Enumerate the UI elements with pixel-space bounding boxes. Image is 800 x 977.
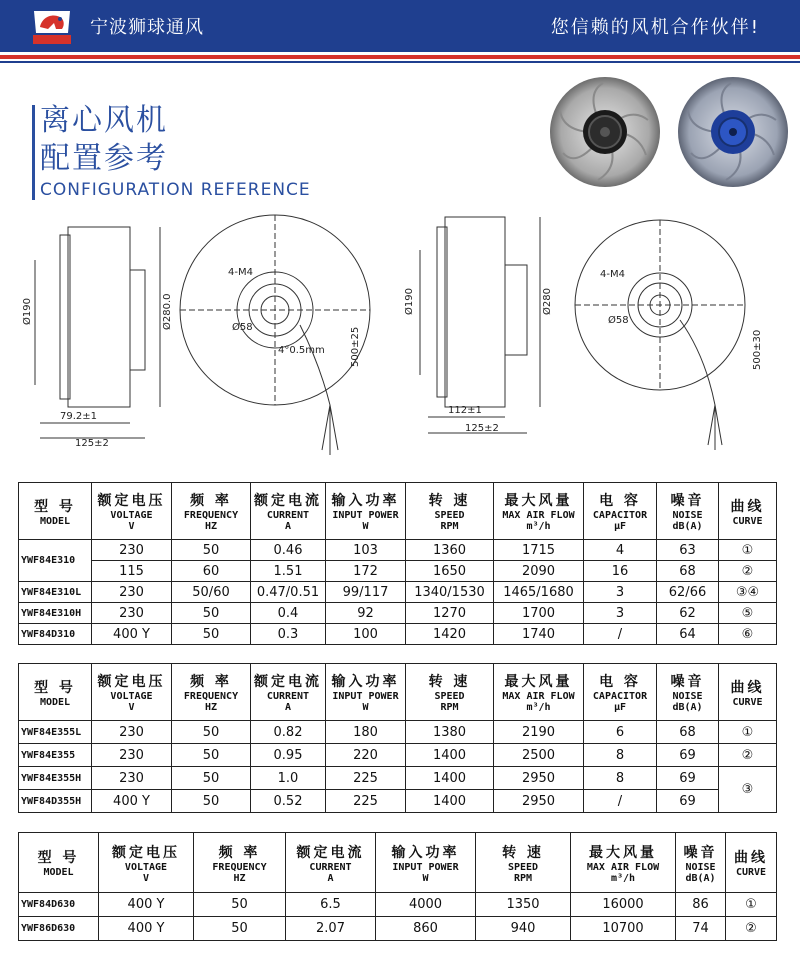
table-row: YWF84D355H 400 Y 50 0.52 225 1400 2950 / 69 (19, 790, 777, 813)
spec-table-310 (18, 482, 777, 645)
title-accent-bar (32, 105, 35, 200)
svg-text:79.2±1: 79.2±1 (60, 411, 98, 422)
table-row: YWF86D630 400 Y 50 2.07 860 940 10700 74 ② (19, 917, 777, 941)
svg-text:Ø190: Ø190 (22, 298, 33, 325)
table-header-row: 型 号 MODEL 额定电压 VOLTAGE V 频 率 FREQUENCY HZ 额定电流 CURRENT A 输入功率 INPUT POWER W 转 速 SPEED RPM 最大风量 MAX AIR FLOW m³/h 电 容 CAPACITOR μF 噪音 NOISE dB(A) 曲线 CURVE (19, 664, 777, 721)
svg-text:Ø58: Ø58 (232, 322, 253, 333)
red-stripe (0, 55, 800, 59)
col-model: 型 号 MODEL (19, 483, 92, 540)
col-curve: 曲线 CURVE (719, 483, 777, 540)
spec-table-630 (18, 832, 777, 941)
drawing-right-front (575, 220, 745, 450)
svg-text:125±2: 125±2 (465, 423, 499, 434)
table-header-row (19, 483, 777, 540)
header-banner (0, 0, 800, 52)
svg-text:500±25: 500±25 (350, 326, 361, 367)
technical-drawings (0, 205, 800, 475)
svg-text:112±1: 112±1 (448, 405, 482, 416)
svg-text:Ø58: Ø58 (608, 315, 629, 326)
fan-photo-blue (676, 75, 791, 190)
brand-name: 宁波狮球通风 (90, 17, 204, 38)
svg-text:4°0.5mm: 4°0.5mm (278, 345, 325, 356)
spec-table-355 (18, 663, 777, 813)
drawing-left-front (180, 215, 370, 455)
drawing-left-side (35, 227, 160, 438)
svg-text:500±30: 500±30 (752, 329, 763, 370)
col-power: 输入功率 INPUT POWER W (326, 483, 406, 540)
fan-photo-gray (548, 75, 663, 190)
svg-text:4-M4: 4-M4 (228, 267, 253, 278)
page-title: 离心风机 配置参考 (40, 103, 168, 176)
slogan: 您信赖的风机合作伙伴! (550, 17, 760, 38)
col-frequency: 频 率 FREQUENCY HZ (172, 483, 251, 540)
svg-text:Ø280.0: Ø280.0 (162, 293, 173, 330)
table-row: YWF84E355 230 50 0.95 220 1400 2500 8 69 ② (19, 744, 777, 767)
svg-text:125±2: 125±2 (75, 438, 109, 449)
table-row: 115 60 1.51 172 1650 2090 16 68 ② (19, 561, 777, 582)
table-row: YWF84E310H 230 50 0.4 92 1270 1700 3 62 ⑤ (19, 603, 777, 624)
table-header-row: 型 号 MODEL 额定电压 VOLTAGE V 频 率 FREQUENCY HZ 额定电流 CURRENT A 输入功率 INPUT POWER W 转 速 SPEED RPM 最大风量 MAX AIR FLOW m³/h 噪音 NOISE dB(A) 曲线 CURVE (19, 833, 777, 893)
col-airflow: 最大风量 MAX AIR FLOW m³/h (494, 483, 584, 540)
table-row: YWF84E355L 230 50 0.82 180 1380 2190 6 68 ① (19, 721, 777, 744)
lion-logo-icon (30, 5, 74, 47)
col-noise: 噪音 NOISE dB(A) (657, 483, 719, 540)
drawing-right-side (420, 217, 540, 433)
page-subtitle: CONFIGURATION REFERENCE (40, 180, 311, 200)
table-row: YWF84E310 230 50 0.46 103 1360 1715 4 63 ① (19, 540, 777, 561)
col-current: 额定电流 CURRENT A (251, 483, 326, 540)
table-row: YWF84E310L 230 50/60 0.47/0.51 99/117 1340/1530 1465/1680 3 62/66 ③④ (19, 582, 777, 603)
col-voltage: 额定电压 VOLTAGE V (92, 483, 172, 540)
col-capacitor: 电 容 CAPACITOR μF (584, 483, 657, 540)
table-row: YWF84D630 400 Y 50 6.5 4000 1350 16000 86 ① (19, 893, 777, 917)
col-speed: 转 速 SPEED RPM (406, 483, 494, 540)
svg-text:Ø280: Ø280 (542, 288, 553, 315)
svg-text:Ø190: Ø190 (404, 288, 415, 315)
table-row: YWF84E355H 230 50 1.0 225 1400 2950 8 69 ③ (19, 767, 777, 790)
table-row: YWF84D310 400 Y 50 0.3 100 1420 1740 / 64 ⑥ (19, 624, 777, 645)
svg-text:4-M4: 4-M4 (600, 269, 625, 280)
blue-stripe (0, 61, 800, 63)
